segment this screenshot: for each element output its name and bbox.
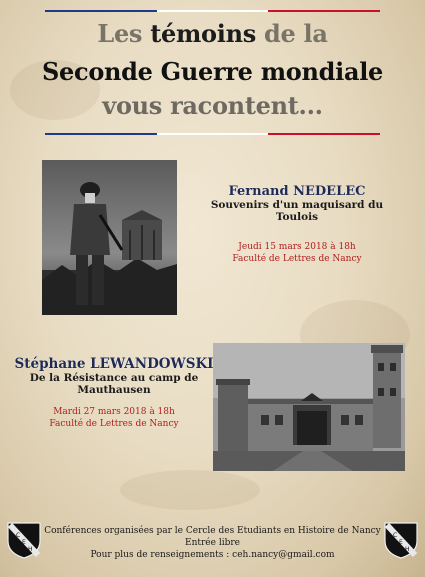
svg-text:E: E: [22, 539, 26, 546]
shield-logo-icon: [383, 521, 419, 559]
speaker-1-place: Faculté de Lettres de Nancy: [232, 254, 362, 264]
speaker-1-date: Jeudi 15 mars 2018 à 18h: [238, 242, 356, 252]
speaker-1-subtitle: Souvenirs d'un maquisard du Toulois: [210, 199, 384, 223]
title-line-2: Seconde Guerre mondiale: [42, 57, 383, 86]
speaker-2-subtitle-line1: De la Résistance au camp de: [29, 372, 199, 384]
speaker-2-place: Faculté de Lettres de Nancy: [49, 419, 179, 429]
footer-organizer: Conférences organisées par le Cercle des Etudiants en Histoire de Nancy: [44, 526, 381, 536]
svg-text:H: H: [405, 546, 410, 553]
speaker-2-date: Mardi 27 mars 2018 à 18h: [53, 407, 175, 417]
svg-text:C: C: [16, 532, 21, 539]
shield-logo-left: [6, 521, 42, 559]
photo-camp-gate: [213, 343, 405, 471]
tricolor-line-top: [45, 10, 380, 12]
speaker-2-block: [14, 356, 214, 430]
title-line-3: vous racontent...: [102, 91, 323, 120]
svg-text:E: E: [399, 539, 403, 546]
svg-text:H: H: [28, 546, 33, 553]
shield-logo-right: [383, 521, 419, 559]
footer-contact: Pour plus de renseignements : ceh.nancy@gmail.com: [90, 550, 335, 560]
speaker-2-subtitle-line2: Mauthausen: [77, 384, 151, 396]
poster-title: [0, 18, 425, 122]
speaker-1-name: Fernand NEDELEC: [228, 184, 366, 199]
photo-soldier: [42, 160, 177, 315]
title-line-1: Les témoins de la: [97, 19, 328, 48]
svg-text:C: C: [393, 532, 398, 539]
speaker-2-name: Stéphane LEWANDOWSKI: [14, 356, 214, 372]
shield-logo-icon: [6, 521, 42, 559]
footer: [40, 525, 385, 561]
speaker-1-block: [188, 184, 406, 265]
tricolor-line-bottom: [45, 133, 380, 135]
paper-stain: [120, 470, 260, 510]
footer-entry: Entrée libre: [185, 538, 240, 548]
